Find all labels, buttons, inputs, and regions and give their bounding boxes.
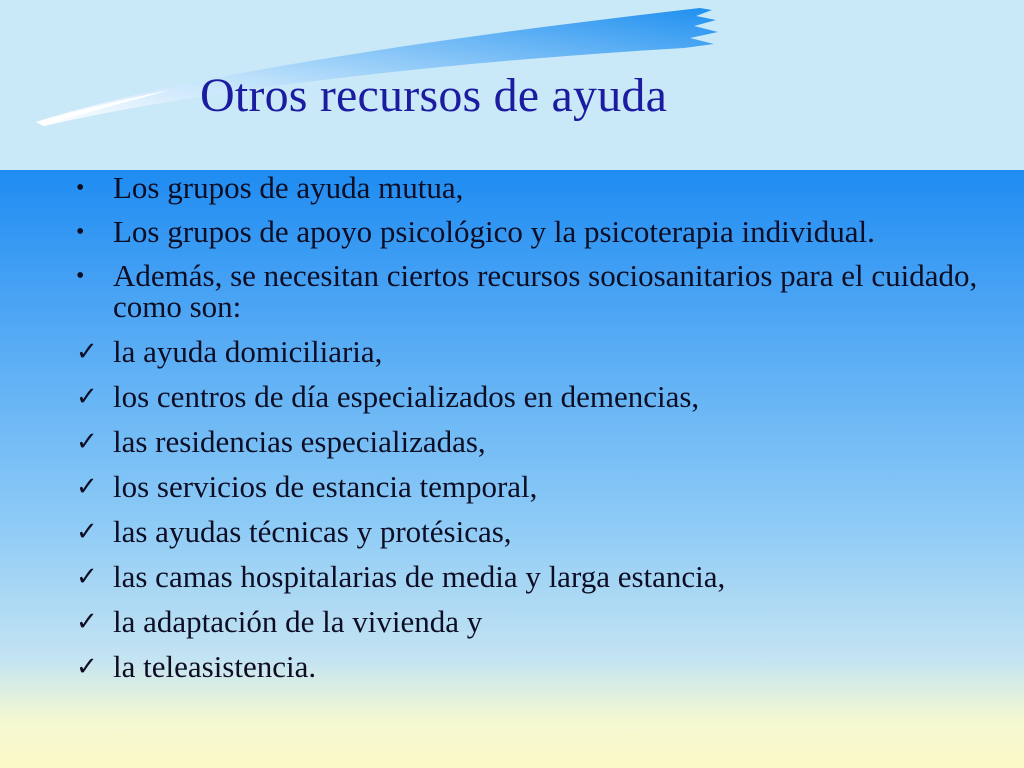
list-item-text: Los grupos de ayuda mutua, <box>113 170 464 205</box>
checkmark-icon: ✓ <box>76 517 98 547</box>
slide-title: Otros recursos de ayuda <box>200 69 668 122</box>
list-item <box>72 561 1002 592</box>
checkmark-icon: ✓ <box>76 652 98 682</box>
checkmark-icon: ✓ <box>76 382 98 412</box>
bullet-icon: • <box>76 219 85 245</box>
list-item-text: Además, se necesitan ciertos recursos sociosanitarios para el cuidado, como son: <box>113 258 978 324</box>
list-item-text: las ayudas técnicas y protésicas, <box>113 514 512 549</box>
list-item <box>72 651 1002 682</box>
list-item-text: los centros de día especializados en demencias, <box>113 379 700 414</box>
list-item-text: la ayuda domiciliaria, <box>113 334 383 369</box>
bullet-icon: • <box>76 263 85 289</box>
list-item-text: la teleasistencia. <box>113 649 317 684</box>
list-item <box>72 516 1002 547</box>
list-item-text: las camas hospitalarias de media y larga estancia, <box>113 559 726 594</box>
checkmark-icon: ✓ <box>76 607 98 637</box>
list-item-text: Los grupos de apoyo psicológico y la psicoterapia individual. <box>113 214 875 249</box>
list-item <box>72 606 1002 637</box>
list-item-text: las residencias especializadas, <box>113 424 486 459</box>
list-item-text: la adaptación de la vivienda y <box>113 604 483 639</box>
checkmark-icon: ✓ <box>76 472 98 502</box>
checkmark-icon: ✓ <box>76 427 98 457</box>
bullet-icon: • <box>76 175 85 201</box>
list-item <box>72 336 1002 367</box>
checkmark-icon: ✓ <box>76 337 98 367</box>
list-item-text: los servicios de estancia temporal, <box>113 469 538 504</box>
list-item <box>72 172 1002 203</box>
content-list <box>72 170 1002 682</box>
list-item <box>72 216 1002 247</box>
list-item <box>72 471 1002 502</box>
list-item <box>72 426 1002 457</box>
checkmark-icon: ✓ <box>76 562 98 592</box>
list-item <box>72 260 1002 322</box>
list-item <box>72 381 1002 412</box>
